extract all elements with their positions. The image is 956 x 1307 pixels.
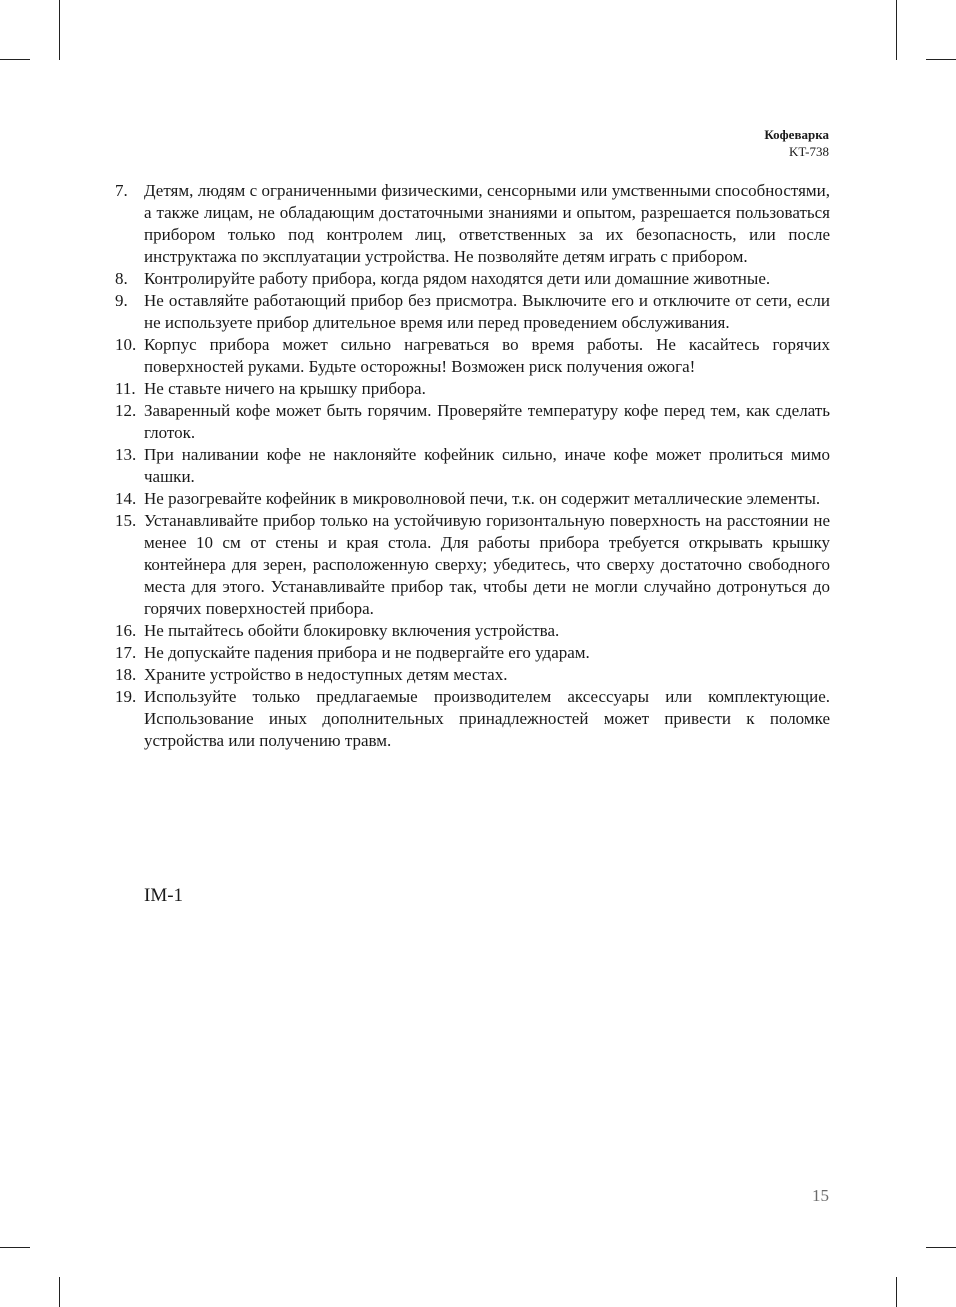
crop-mark-top-left	[59, 0, 60, 60]
list-item-text: Контролируйте работу прибора, когда рядом находятся дети или домашние животные.	[144, 269, 771, 288]
page-header	[764, 126, 829, 160]
header-product: Кофеварка	[764, 127, 829, 142]
list-item-number: 9.	[115, 291, 128, 310]
list-item	[115, 686, 830, 752]
list-item	[115, 268, 830, 290]
list-item-text: Заваренный кофе может быть горячим. Проверяйте температуру кофе перед тем, как сделать глоток.	[144, 401, 830, 442]
list-item-number: 15.	[115, 511, 137, 530]
im-code: IM-1	[144, 885, 184, 906]
crop-mark-left-top	[0, 59, 30, 60]
list-item-text: Не пытайтесь обойти блокировку включения устройства.	[144, 621, 560, 640]
list-item	[115, 510, 830, 620]
list-item-number: 16.	[115, 621, 137, 640]
list-item	[115, 334, 830, 378]
list-item-number: 11.	[115, 379, 136, 398]
list-item-number: 17.	[115, 643, 137, 662]
list-item-number: 8.	[115, 269, 128, 288]
list-item-number: 14.	[115, 489, 137, 508]
crop-mark-right-top	[926, 59, 956, 60]
list-item	[115, 290, 830, 334]
list-item-text: Детям, людям с ограниченными физическими, сенсорными или умственными способностями, а также лицам, не обладающим достаточными знаниями и опытом, разрешается пользоваться прибором только под контролем лиц, ответственных за их безопасность, или после инструктажа по эксплуатации устройства. Не позволяйте детям играть с прибором.	[144, 181, 830, 266]
crop-mark-bottom-right	[896, 1277, 897, 1307]
list-item-text: Не ставьте ничего на крышку прибора.	[144, 379, 426, 398]
list-item-text: Не допускайте падения прибора и не подвергайте его ударам.	[144, 643, 590, 662]
list-item-number: 7.	[115, 181, 128, 200]
list-item	[115, 620, 830, 642]
list-item-text: Не разогревайте кофейник в микроволновой печи, т.к. он содержит металлические элементы.	[144, 489, 821, 508]
list-item-number: 13.	[115, 445, 137, 464]
list-item-number: 12.	[115, 401, 137, 420]
list-item	[115, 378, 830, 400]
list-item-text: Не оставляйте работающий прибор без присмотра. Выключите его и отключите от сети, если не используете прибор длительное время или перед проведением обслуживания.	[144, 291, 830, 332]
list-item-number: 19.	[115, 687, 137, 706]
list-item	[115, 664, 830, 686]
list-item	[115, 180, 830, 268]
list-item	[115, 400, 830, 444]
list-item-text: При наливании кофе не наклоняйте кофейник сильно, иначе кофе может пролиться мимо чашки.	[144, 445, 830, 486]
list-item-text: Храните устройство в недоступных детям местах.	[144, 665, 508, 684]
list-item	[115, 444, 830, 488]
crop-mark-right-bottom	[926, 1247, 956, 1248]
crop-mark-left-bottom	[0, 1247, 30, 1248]
list-item	[115, 488, 830, 510]
list-item-number: 10.	[115, 335, 137, 354]
safety-instructions-list	[115, 180, 830, 752]
crop-mark-top-right	[896, 0, 897, 60]
list-item-number: 18.	[115, 665, 137, 684]
page-number: 15	[812, 1186, 829, 1205]
list-item-text: Используйте только предлагаемые производителем аксессуары или комплектующие. Использование иных дополнительных принадлежностей может привести к поломке устройства или получению травм.	[144, 687, 830, 750]
list-item	[115, 642, 830, 664]
list-item-text: Устанавливайте прибор только на устойчивую горизонтальную поверхность на расстоянии не менее 10 см от стены и края стола. Для работы прибора требуется открывать крышку контейнера для зерен, расположенную сверху; убедитесь, что сверху достаточно свободного места для этого. Устанавливайте прибор так, чтобы дети не могли случайно дотронуться до горячих поверхностей прибора.	[144, 511, 830, 618]
header-model: KT-738	[789, 144, 829, 159]
list-item-text: Корпус прибора может сильно нагреваться во время работы. Не касайтесь горячих поверхностей руками. Будьте осторожны! Возможен риск получения ожога!	[144, 335, 830, 376]
crop-mark-bottom-left	[59, 1277, 60, 1307]
